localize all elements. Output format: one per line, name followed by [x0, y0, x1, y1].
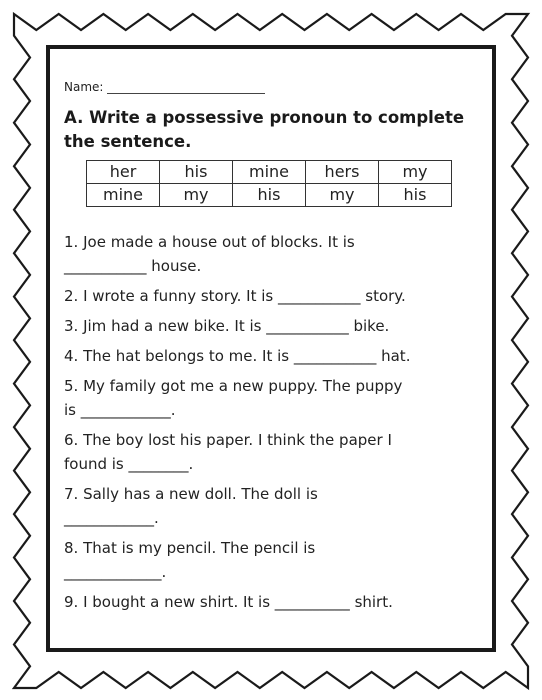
- question-number: 1.: [64, 233, 79, 251]
- word-bank-row: [87, 161, 452, 184]
- question-item: [64, 314, 484, 338]
- word-bank-row: [87, 184, 452, 207]
- question-number: 4.: [64, 347, 79, 365]
- word-bank-cell: his: [160, 161, 233, 184]
- word-bank-cell: mine: [87, 184, 160, 207]
- word-bank-cell: my: [306, 184, 379, 207]
- word-bank-cell: his: [379, 184, 452, 207]
- question-text-line1: I wrote a funny story. It is ___________ story.: [83, 287, 406, 305]
- word-bank-table: [86, 160, 452, 207]
- question-text-line1: That is my pencil. The pencil is: [83, 539, 316, 557]
- question-text-line1: My family got me a new puppy. The puppy: [83, 377, 403, 395]
- question-number: 2.: [64, 287, 79, 305]
- question-text-line2: _____________.: [64, 563, 167, 581]
- question-item: [64, 344, 484, 368]
- question-item: [64, 482, 484, 530]
- word-bank-cell: my: [160, 184, 233, 207]
- word-bank-cell: mine: [233, 161, 306, 184]
- question-number: 8.: [64, 539, 79, 557]
- question-text-line1: The hat belongs to me. It is ___________ hat.: [83, 347, 411, 365]
- question-item: [64, 230, 484, 278]
- word-bank-cell: hers: [306, 161, 379, 184]
- question-text-line1: I bought a new shirt. It is __________ shirt.: [83, 593, 393, 611]
- question-text-line1: Joe made a house out of blocks. It is: [83, 233, 355, 251]
- question-item: [64, 590, 484, 614]
- question-text-line1: Sally has a new doll. The doll is: [83, 485, 318, 503]
- question-text-line2: found is ________.: [64, 455, 194, 473]
- question-text-line2: ___________ house.: [64, 257, 202, 275]
- question-number: 3.: [64, 317, 79, 335]
- question-text-line1: Jim had a new bike. It is ___________ bike.: [83, 317, 390, 335]
- question-number: 6.: [64, 431, 79, 449]
- question-list: [64, 230, 484, 620]
- question-item: [64, 284, 484, 308]
- name-field: [64, 80, 265, 94]
- word-bank-cell: her: [87, 161, 160, 184]
- question-item: [64, 428, 484, 476]
- question-number: 7.: [64, 485, 79, 503]
- question-number: 5.: [64, 377, 79, 395]
- question-item: [64, 374, 484, 422]
- name-label: Name:: [64, 80, 104, 94]
- question-number: 9.: [64, 593, 79, 611]
- section-heading: A. Write a possessive pronoun to complete the sentence.: [64, 108, 465, 151]
- name-blank-line: [107, 80, 265, 94]
- word-bank-cell: my: [379, 161, 452, 184]
- question-item: [64, 536, 484, 584]
- question-text-line1: The boy lost his paper. I think the paper I: [83, 431, 392, 449]
- word-bank-cell: his: [233, 184, 306, 207]
- question-text-line2: is ____________.: [64, 401, 176, 419]
- question-text-line2: ____________.: [64, 509, 159, 527]
